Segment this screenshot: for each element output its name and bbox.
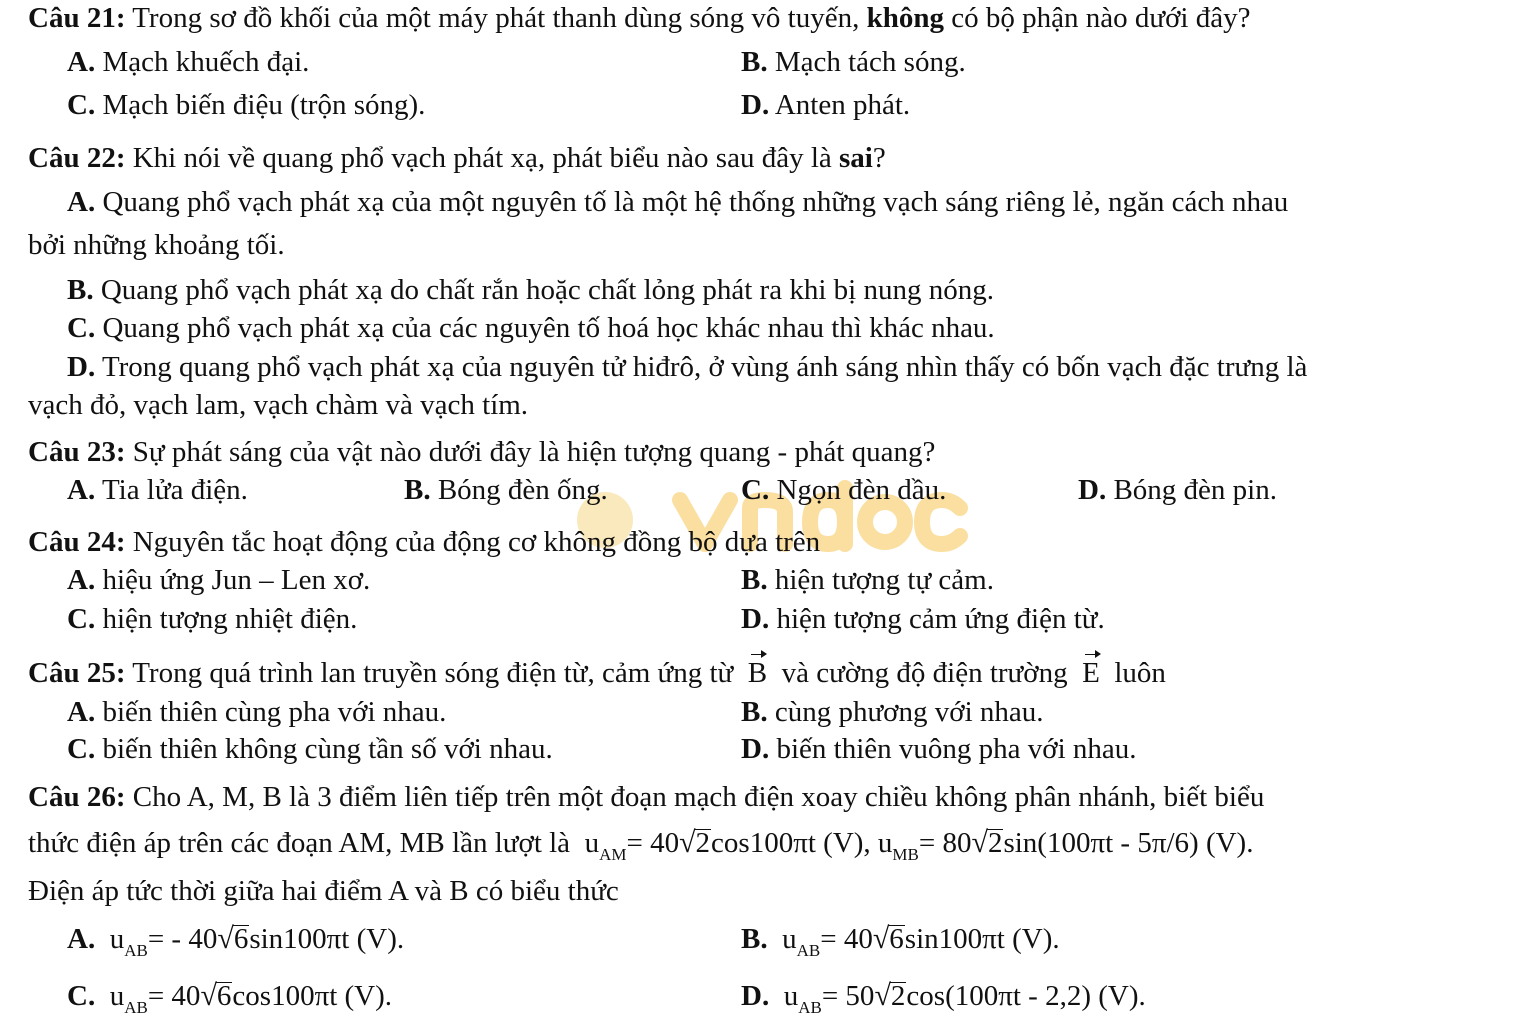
option-letter: C. — [67, 312, 96, 344]
option-text: Quang phổ vạch phát xạ của một nguyên tố là một hệ thống những vạch sáng riêng lẻ, ngăn cách nhau — [102, 186, 1289, 218]
sqrt-icon: √ — [217, 922, 234, 955]
vector-b — [748, 656, 767, 690]
option-letter: A. — [67, 923, 96, 955]
option-24d[interactable] — [741, 602, 1105, 636]
f-mid: = 40 — [626, 827, 680, 859]
option-23d[interactable] — [1078, 473, 1277, 507]
option-letter: A. — [67, 696, 96, 728]
option-letter: D. — [741, 603, 770, 635]
question-26-line2 — [28, 826, 1253, 872]
logo-letter-o — [865, 502, 905, 542]
option-23b[interactable] — [404, 473, 608, 507]
option-22c[interactable] — [67, 311, 995, 345]
f-mid: = 40 — [147, 980, 201, 1012]
question-23 — [28, 435, 935, 469]
option-24c[interactable] — [67, 602, 357, 636]
option-text: cùng phương với nhau. — [774, 696, 1044, 728]
f-end: , — [863, 827, 871, 859]
f-post: cos(100πt - 2,2) — [906, 980, 1091, 1012]
question-26 — [28, 780, 1264, 814]
option-text: hiện tượng cảm ứng điện từ. — [776, 603, 1105, 635]
formula-u-am — [584, 826, 871, 864]
sqrt-icon: √ — [679, 826, 696, 859]
f-mid: = 40 — [820, 923, 873, 955]
f-mid: = - 40 — [147, 923, 218, 955]
question-label: Câu 25: — [28, 657, 126, 689]
option-text: biến thiên cùng pha với nhau. — [102, 696, 447, 728]
f-sub: MB — [892, 845, 919, 864]
question-label: Câu 22: — [28, 142, 126, 174]
f-unit: (V) — [1098, 980, 1139, 1012]
option-letter: D. — [741, 733, 770, 765]
option-26d[interactable] — [741, 979, 1146, 1025]
question-text: Trong sơ đồ khối của một máy phát thanh dùng sóng vô tuyến, — [132, 2, 860, 34]
sqrt-icon: √ — [200, 979, 217, 1012]
option-letter: B. — [741, 696, 768, 728]
f-mid: = 80 — [918, 827, 972, 859]
question-label: Câu 23: — [28, 436, 126, 468]
option-text: Ngọn đèn dầu. — [776, 474, 947, 506]
vector-symbol: E — [1082, 657, 1100, 689]
emphasis: sai — [839, 142, 873, 174]
question-22 — [28, 141, 886, 175]
option-21a[interactable] — [67, 45, 309, 79]
option-text: Trong quang phổ vạch phát xạ của nguyên tử hiđrô, ở vùng ánh sáng nhìn thấy có bốn vạch đặc trưng là — [101, 351, 1308, 383]
option-21c[interactable] — [67, 88, 425, 122]
f-unit: (V) — [1205, 827, 1247, 859]
option-letter: A. — [67, 474, 96, 506]
f-end: . — [1052, 923, 1060, 955]
option-26b[interactable] — [741, 922, 1060, 968]
option-letter: C. — [67, 980, 96, 1012]
option-24a[interactable] — [67, 563, 370, 597]
option-22d-cont: vạch đỏ, vạch lam, vạch chàm và vạch tím. — [28, 389, 529, 421]
f-pre: u — [877, 827, 893, 859]
option-letter: D. — [741, 89, 770, 121]
option-25c[interactable] — [67, 732, 553, 766]
option-text: Bóng đèn pin. — [1113, 474, 1277, 506]
f-rad: 6 — [216, 980, 232, 1012]
question-24 — [28, 525, 820, 559]
option-letter: C. — [67, 733, 96, 765]
question-26-line3: Điện áp tức thời giữa hai điểm A và B có biểu thức — [28, 875, 619, 907]
f-post: sin100πt — [904, 923, 1005, 955]
option-23a[interactable] — [67, 473, 248, 507]
option-22b[interactable] — [67, 273, 994, 307]
option-21d[interactable] — [741, 88, 910, 122]
f-rad: 2 — [695, 827, 711, 859]
f-unit: (V) — [823, 827, 864, 859]
option-23c[interactable] — [741, 473, 946, 507]
option-text: hiện tượng tự cảm. — [774, 564, 994, 596]
option-letter: A. — [67, 186, 96, 218]
f-end: . — [384, 980, 393, 1012]
question-text: Cho A, M, B là 3 điểm liên tiếp trên một đoạn mạch điện xoay chiều không phân nhánh, biết biểu — [132, 781, 1265, 813]
option-text: Anten phát. — [774, 89, 911, 121]
option-text: Mạch tách sóng. — [774, 46, 966, 78]
f-end: . — [396, 923, 405, 955]
vector-arrow-icon — [1085, 654, 1099, 655]
question-text: Sự phát sáng của vật nào dưới đây là hiện tượng quang - phát quang? — [132, 436, 936, 468]
option-letter: D. — [741, 980, 770, 1012]
option-letter: C. — [67, 603, 96, 635]
option-22a[interactable] — [67, 185, 1288, 219]
sqrt-icon: √ — [874, 979, 891, 1012]
f-pre: u — [782, 923, 797, 955]
option-text: Bóng đèn ống. — [437, 474, 608, 506]
option-text: biến thiên không cùng tần số với nhau. — [102, 733, 553, 765]
f-sub: AM — [599, 845, 627, 864]
f-unit: (V) — [344, 980, 385, 1012]
option-text: hiện tượng nhiệt điện. — [102, 603, 358, 635]
f-pre: u — [584, 827, 600, 859]
question-text: ? — [872, 142, 886, 174]
f-rad: 6 — [889, 923, 904, 955]
option-letter: B. — [404, 474, 431, 506]
f-unit: (V) — [356, 923, 397, 955]
option-letter: A. — [67, 564, 96, 596]
question-label: Câu 24: — [28, 526, 126, 558]
option-text: Quang phổ vạch phát xạ của các nguyên tố hoá học khác nhau thì khác nhau. — [102, 312, 995, 344]
option-26c[interactable] — [67, 979, 392, 1025]
question-text: có bộ phận nào dưới đây? — [951, 2, 1251, 34]
f-end: . — [1246, 827, 1254, 859]
option-letter: C. — [67, 89, 96, 121]
vector-symbol: B — [747, 657, 768, 689]
sqrt-icon: √ — [872, 922, 890, 955]
f-sub: AB — [124, 941, 148, 960]
question-21 — [28, 1, 1250, 35]
option-25d[interactable] — [741, 732, 1137, 766]
option-letter: D. — [67, 351, 96, 383]
option-text: biến thiên vuông pha với nhau. — [776, 733, 1137, 765]
f-rad: 6 — [233, 923, 249, 955]
option-22d[interactable] — [67, 350, 1307, 384]
question-text: Trong quá trình lan truyền sóng điện từ, cảm ứng từ — [132, 657, 734, 689]
f-sub: AB — [798, 998, 822, 1017]
f-pre: u — [109, 923, 125, 955]
option-text: Tia lửa điện. — [101, 474, 248, 506]
f-rad: 2 — [987, 827, 1003, 859]
question-text: Nguyên tắc hoạt động của động cơ không đồng bộ dựa trên — [132, 526, 821, 558]
f-post: sin(100πt - 5π/6) — [1003, 827, 1199, 859]
f-sub: AB — [796, 941, 821, 960]
option-25a[interactable] — [67, 695, 446, 729]
option-22a-cont: bởi những khoảng tối. — [28, 229, 285, 261]
f-post: cos100πt — [232, 980, 338, 1012]
f-mid: = 50 — [821, 980, 875, 1012]
question-text: Khi nói về quang phổ vạch phát xạ, phát biểu nào sau đây là — [132, 142, 832, 174]
option-letter: B. — [741, 564, 768, 596]
question-25 — [28, 656, 1166, 690]
f-pre: u — [109, 980, 125, 1012]
option-letter: D. — [1078, 474, 1107, 506]
option-text: hiệu ứng Jun – Len xơ. — [102, 564, 371, 596]
f-post: cos100πt — [711, 827, 816, 859]
option-letter: A. — [67, 46, 96, 78]
f-end: . — [1138, 980, 1146, 1012]
option-text: Quang phổ vạch phát xạ do chất rắn hoặc chất lỏng phát ra khi bị nung nóng. — [100, 274, 994, 306]
vector-arrow-icon — [751, 654, 765, 655]
question-text: luôn — [1114, 657, 1166, 689]
formula-u-mb — [877, 826, 1254, 864]
question-label: Câu 26: — [28, 781, 126, 813]
f-sub: AB — [124, 998, 148, 1017]
question-label: Câu 21: — [28, 2, 126, 34]
option-25b[interactable] — [741, 695, 1044, 729]
question-text: thức điện áp trên các đoạn AM, MB lần lượt là — [28, 827, 571, 859]
f-pre: u — [783, 980, 799, 1012]
option-24b[interactable] — [741, 563, 994, 597]
vector-e — [1082, 656, 1100, 690]
option-letter: C. — [741, 474, 770, 506]
option-letter: B. — [741, 923, 768, 955]
f-unit: (V) — [1012, 923, 1053, 955]
f-post: sin100πt — [249, 923, 350, 955]
option-letter: B. — [67, 274, 94, 306]
f-rad: 2 — [890, 980, 906, 1012]
option-text: Mạch khuếch đại. — [102, 46, 310, 78]
option-21b[interactable] — [741, 45, 966, 79]
question-text: và cường độ điện trường — [781, 657, 1068, 689]
option-26a[interactable] — [67, 922, 404, 968]
option-text: Mạch biến điệu (trộn sóng). — [102, 89, 426, 121]
emphasis: không — [866, 2, 944, 34]
option-letter: B. — [741, 46, 768, 78]
sqrt-icon: √ — [971, 826, 988, 859]
